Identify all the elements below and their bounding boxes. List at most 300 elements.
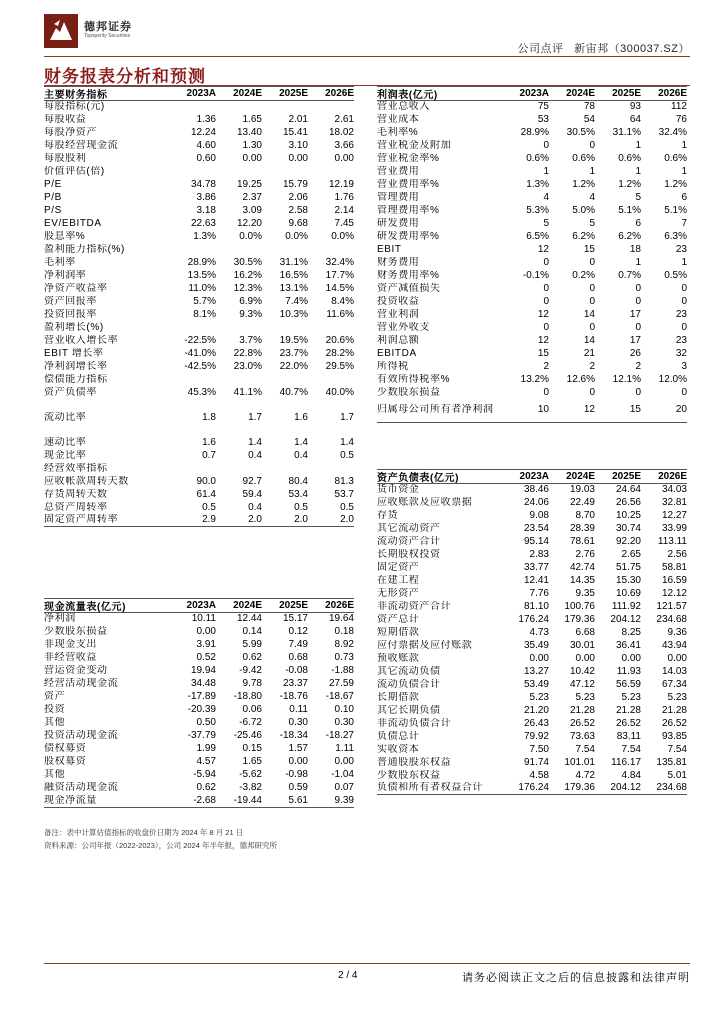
cell-value: 0 (589, 257, 595, 269)
cell-value: 0.68 (288, 652, 308, 664)
cell-value: 10.3% (279, 308, 308, 320)
row-label: 营业成本 (377, 114, 420, 126)
cell-value: 0 (589, 296, 595, 308)
table-row (44, 244, 354, 257)
cell-value: 6.5% (526, 231, 549, 243)
cell-value: 15 (583, 244, 595, 256)
row-label: 速动比率 (44, 436, 87, 448)
cell-value: 14 (583, 308, 595, 320)
page-number: 2 / 4 (338, 970, 358, 981)
cell-value: 5 (589, 218, 595, 230)
cell-value: 36.41 (615, 640, 641, 652)
cell-value: 7.54 (621, 743, 641, 755)
cell-value: 10 (537, 404, 549, 416)
cell-value: 4.72 (575, 769, 595, 781)
cell-value: 1 (681, 166, 687, 178)
row-label: 投资活动现金流 (44, 730, 119, 742)
table-row (377, 347, 687, 360)
table-row (44, 296, 354, 309)
cell-value: -41.0% (184, 347, 216, 359)
table-row (377, 153, 687, 166)
row-label: 净利润 (44, 613, 76, 625)
table-row (377, 386, 687, 399)
table-row (377, 166, 687, 179)
cell-value: 15.30 (615, 575, 641, 587)
row-label: 资产负债率 (44, 386, 97, 398)
cell-value: 5 (543, 218, 549, 230)
table-row (377, 562, 687, 575)
cell-value: 1.99 (196, 743, 216, 755)
table-row (44, 691, 354, 704)
row-label: P/E (44, 179, 62, 191)
table-row (44, 795, 354, 808)
cell-value: 1.7 (340, 411, 354, 423)
cell-value: 1.7 (248, 411, 262, 423)
cell-value: 10.42 (569, 666, 595, 678)
section-title: 财务报表分析和预测 (44, 67, 206, 87)
cell-value: 1.4 (340, 436, 354, 448)
cell-value: -0.98 (285, 769, 308, 781)
cell-value: 9.78 (242, 678, 262, 690)
row-label: 投资回报率 (44, 308, 97, 320)
cell-value: 0.7% (618, 270, 641, 282)
cell-value: 0 (589, 321, 595, 333)
footer-disclaimer: 请务必阅读正文之后的信息披露和法律声明 (462, 972, 690, 984)
brand-name-en: Topsperity Securities (84, 33, 131, 39)
column-header: 2024E (233, 600, 262, 611)
cell-value: 15.17 (282, 613, 308, 625)
cell-value: 0 (543, 321, 549, 333)
cell-value: 4.60 (196, 140, 216, 152)
table-row (377, 769, 687, 782)
cell-value: 64 (629, 114, 641, 126)
cell-value: 7 (681, 218, 687, 230)
cell-value: 0.00 (529, 653, 549, 665)
cell-value: 3 (681, 360, 687, 372)
cell-value: 0.00 (334, 756, 354, 768)
table-title: 主要财务指标 (44, 90, 108, 101)
cell-value: 13.27 (523, 666, 549, 678)
cell-value: 4.73 (529, 627, 549, 639)
row-label: 资产 (44, 691, 66, 703)
cell-value: 1.76 (334, 192, 354, 204)
table-header (44, 598, 354, 613)
row-label: 负债和所有者权益合计 (377, 782, 483, 794)
column-header: 2026E (658, 88, 687, 99)
cell-value: 0.4 (294, 449, 308, 461)
cell-value: 12 (537, 308, 549, 320)
cell-value: 0 (635, 296, 641, 308)
row-label: 净资产收益率 (44, 283, 108, 295)
cell-value: 30.01 (569, 640, 595, 652)
cell-value: 6 (681, 192, 687, 204)
cell-value: 0.5 (294, 501, 308, 513)
cell-value: -1.88 (331, 665, 354, 677)
cell-value: 0.73 (334, 652, 354, 664)
table-row (44, 782, 354, 795)
cell-value: 0.5 (340, 501, 354, 513)
cell-value: 234.68 (656, 782, 687, 794)
table-row (44, 756, 354, 769)
column-header: 2026E (325, 600, 354, 611)
cell-value: 53.7 (334, 488, 354, 500)
row-label: 管理费用率% (377, 205, 440, 217)
cell-value: 0.10 (334, 704, 354, 716)
cell-value: 12 (537, 334, 549, 346)
table-row (377, 653, 687, 666)
cell-value: 1.6 (294, 411, 308, 423)
cell-value: 2.65 (621, 549, 641, 561)
company-name: 新宙邦（300037.SZ） (574, 43, 690, 55)
table-row (44, 218, 354, 231)
cell-value: 135.81 (656, 756, 687, 768)
column-header: 2026E (658, 471, 687, 482)
cell-value: 32.4% (325, 257, 354, 269)
cell-value: 0.6% (618, 153, 641, 165)
cell-value: 13.5% (187, 270, 216, 282)
row-label: 营运资金变动 (44, 665, 108, 677)
table-row (44, 626, 354, 639)
row-label: 营业费用率% (377, 179, 440, 191)
table-row (44, 270, 354, 283)
table-row (44, 347, 354, 360)
cell-value: 5.23 (529, 691, 549, 703)
table-row (44, 114, 354, 127)
table-row (377, 296, 687, 309)
row-label: 应付票据及应付账款 (377, 640, 473, 652)
table-row (44, 166, 354, 179)
cell-value: 116.17 (611, 756, 641, 768)
cell-value: 8.92 (334, 639, 354, 651)
cell-value: 5.0% (572, 205, 595, 217)
cell-value: 21.28 (661, 704, 687, 716)
row-label: 在建工程 (377, 575, 420, 587)
row-label: 其他 (44, 769, 66, 781)
cell-value: 23 (675, 308, 687, 320)
row-label: 股权募资 (44, 756, 87, 768)
table-row (44, 665, 354, 678)
table-row (377, 218, 687, 231)
table-row (44, 475, 354, 488)
cell-value: 58.81 (661, 562, 687, 574)
cell-value: 9.08 (529, 510, 549, 522)
table-row (44, 743, 354, 756)
cell-value: 42.74 (569, 562, 595, 574)
table-row (44, 488, 354, 501)
table-row (44, 717, 354, 730)
row-label: EBIT (377, 244, 402, 256)
row-label: 毛利率% (377, 127, 419, 139)
row-label: 有效所得税率% (377, 373, 451, 385)
cell-value: -3.82 (239, 782, 262, 794)
cell-value: 1.57 (288, 743, 308, 755)
cell-value: 2.56 (667, 549, 687, 561)
table-title: 资产负债表(亿元) (377, 473, 460, 484)
row-label: 归属母公司所有者净利润 (377, 404, 494, 416)
cell-value: -22.5% (184, 334, 216, 346)
cell-value: -0.1% (522, 270, 549, 282)
row-label: 少数股东损益 (377, 386, 441, 398)
cell-value: 12.19 (328, 179, 354, 191)
cell-value: 7.4% (285, 296, 308, 308)
cell-value: 56.59 (615, 679, 641, 691)
cell-value: 0.11 (289, 704, 308, 716)
table-header (377, 86, 687, 101)
cell-value: 38.46 (523, 484, 549, 496)
cell-value: 0.50 (196, 717, 216, 729)
cell-value: 32.4% (658, 127, 687, 139)
cell-value: 9.36 (667, 627, 687, 639)
row-spacer (44, 424, 354, 436)
cell-value: 7.45 (334, 218, 354, 230)
table-row (377, 717, 687, 730)
cell-value: 6.2% (618, 231, 641, 243)
cell-value: 9.39 (334, 794, 354, 806)
column-header: 2024E (233, 88, 262, 99)
cell-value: 15 (629, 404, 641, 416)
row-label: 经营活动现金流 (44, 678, 119, 690)
cell-value: 2.0 (294, 514, 308, 526)
cell-value: 12.20 (236, 218, 262, 230)
cell-value: 0 (635, 283, 641, 295)
row-label: 无形资产 (377, 588, 420, 600)
cell-value: 34.48 (190, 678, 216, 690)
row-label: 流动负债合计 (377, 679, 441, 691)
cell-value: 0.06 (242, 704, 262, 716)
cell-value: 1 (635, 257, 641, 269)
cell-value: 31.1% (612, 127, 641, 139)
cell-value: 16.59 (661, 575, 687, 587)
note-close-date: 备注：表中计算估值指标的收盘价日期为 2024 年 8 月 21 日 (44, 828, 244, 837)
cell-value: 111.92 (611, 601, 641, 613)
row-label: 研发费用率% (377, 231, 440, 243)
cell-value: 2 (589, 360, 595, 372)
cell-value: 12.24 (190, 127, 216, 139)
cell-value: 0.62 (242, 652, 262, 664)
cell-value: 7.54 (575, 743, 595, 755)
cell-value: 0.15 (242, 743, 262, 755)
row-label: 其它流动资产 (377, 523, 441, 535)
cell-value: 1.2% (664, 179, 687, 191)
cell-value: 1.30 (242, 140, 262, 152)
cell-value: 90.0 (196, 475, 216, 487)
cell-value: 1 (635, 166, 641, 178)
table-row (44, 257, 354, 270)
table-row (44, 436, 354, 449)
table-row (44, 386, 354, 399)
cell-value: 23.7% (279, 347, 308, 359)
row-label: 货币资金 (377, 484, 420, 496)
row-label: EV/EBITDA (44, 218, 102, 230)
cell-value: 0.30 (288, 717, 308, 729)
cell-value: 9.3% (239, 308, 262, 320)
cell-value: 1.2% (618, 179, 641, 191)
cell-value: 3.18 (196, 205, 216, 217)
cell-value: -18.76 (279, 691, 308, 703)
table-row (377, 484, 687, 497)
cell-value: 0.12 (288, 626, 308, 638)
row-label: 非流动负债合计 (377, 717, 452, 729)
cell-value: 15.79 (282, 179, 308, 191)
cell-value: 0 (543, 283, 549, 295)
cell-value: 34.03 (661, 484, 687, 496)
cell-value: 28.39 (569, 523, 595, 535)
column-header: 2025E (279, 88, 308, 99)
dbsec-logo-icon (44, 14, 78, 48)
cell-value: 23 (675, 334, 687, 346)
table-title: 利润表(亿元) (377, 90, 438, 101)
cell-value: 92.7 (242, 475, 262, 487)
cell-value: 16.2% (233, 270, 262, 282)
cell-value: 13.1% (279, 283, 308, 295)
row-label: 盈利能力指标(%) (44, 244, 125, 256)
cell-value: 0.30 (334, 717, 354, 729)
cell-value: 93 (629, 101, 641, 113)
cell-value: 12.27 (661, 510, 687, 522)
row-label: 少数股东权益 (377, 769, 441, 781)
cell-value: 19.5% (279, 334, 308, 346)
cell-value: 0.00 (242, 153, 262, 165)
table-notes (44, 826, 277, 852)
cell-value: 1.65 (242, 756, 262, 768)
row-label: 现金净流量 (44, 794, 97, 806)
cell-value: 12.0% (658, 373, 687, 385)
cell-value: -9.42 (239, 665, 262, 677)
cell-value: 0.2% (572, 270, 595, 282)
cell-value: 121.57 (656, 601, 687, 613)
cell-value: 5.1% (618, 205, 641, 217)
cell-value: 3.7% (239, 334, 262, 346)
cell-value: 0 (589, 386, 595, 398)
cell-value: 5 (635, 192, 641, 204)
cell-value: 33.77 (523, 562, 549, 574)
cell-value: 5.23 (621, 691, 641, 703)
cell-value: 13.40 (236, 127, 262, 139)
cell-value: 31.1% (279, 257, 308, 269)
row-label: 财务费用 (377, 257, 420, 269)
row-label: 非经营收益 (44, 652, 97, 664)
header-divider (44, 56, 690, 57)
cell-value: 2.01 (288, 114, 308, 126)
cell-value: -18.67 (325, 691, 354, 703)
cell-value: 0 (681, 296, 687, 308)
table-header (377, 469, 687, 484)
cell-value: 73.63 (569, 730, 595, 742)
table-row (44, 309, 354, 322)
cell-value: 92.20 (615, 536, 641, 548)
cell-value: 2.76 (575, 549, 595, 561)
cell-value: 15 (537, 347, 549, 359)
table-row (377, 334, 687, 347)
cell-value: 2 (635, 360, 641, 372)
table-row (44, 501, 354, 514)
cell-value: 26.52 (661, 717, 687, 729)
cash-flow-table (44, 598, 354, 808)
column-header: 2023A (519, 471, 549, 482)
cell-value: 32 (675, 347, 687, 359)
cell-value: -6.72 (239, 717, 262, 729)
row-label: 融资活动现金流 (44, 782, 119, 794)
cell-value: 1.36 (196, 114, 216, 126)
cell-value: 16.5% (279, 270, 308, 282)
table-row (377, 730, 687, 743)
row-label: 净利润率 (44, 270, 87, 282)
cell-value: 83.11 (616, 730, 641, 742)
cell-value: 0 (635, 386, 641, 398)
cell-value: 8.25 (621, 627, 641, 639)
table-row (44, 652, 354, 665)
row-label: 盈利增长(%) (44, 321, 104, 333)
cell-value: 1.2% (572, 179, 595, 191)
table-row (377, 666, 687, 679)
table-row (44, 179, 354, 192)
table-row (44, 334, 354, 347)
cell-value: -0.08 (285, 665, 308, 677)
cell-value: 0.6% (664, 153, 687, 165)
cell-value: 1.4 (294, 436, 308, 448)
cell-value: 12.1% (612, 373, 641, 385)
cell-value: 28.9% (187, 257, 216, 269)
cell-value: 0.00 (667, 653, 687, 665)
cell-value: 75 (537, 101, 549, 113)
cell-value: 8.1% (193, 308, 216, 320)
cell-value: 0.62 (196, 782, 216, 794)
row-label: 普通股股东权益 (377, 756, 452, 768)
cell-value: 4 (589, 192, 595, 204)
table-row (44, 321, 354, 334)
table-row (377, 614, 687, 627)
cell-value: -18.27 (325, 730, 354, 742)
cell-value: 6.68 (575, 627, 595, 639)
row-label: 每股收益 (44, 114, 87, 126)
row-label: EBITDA (377, 347, 417, 359)
cell-value: 2.0 (340, 514, 354, 526)
cell-value: -1.04 (331, 769, 354, 781)
cell-value: 21.28 (569, 704, 595, 716)
cell-value: 19.03 (569, 484, 595, 496)
cell-value: 24.64 (615, 484, 641, 496)
row-label: 营业总收入 (377, 101, 430, 113)
footer-divider (44, 963, 690, 964)
cell-value: 40.7% (279, 386, 308, 398)
cell-value: 204.12 (610, 782, 641, 794)
column-header: 2024E (566, 471, 595, 482)
cell-value: 80.4 (288, 475, 308, 487)
cell-value: 2.0 (248, 514, 262, 526)
row-label: 非流动资产合计 (377, 601, 452, 613)
cell-value: 5.7% (193, 296, 216, 308)
cell-value: 15.41 (282, 127, 308, 139)
row-label: 投资收益 (377, 296, 420, 308)
table-title: 现金流量表(亿元) (44, 602, 127, 613)
row-label: P/S (44, 205, 62, 217)
cell-value: -37.79 (187, 730, 216, 742)
row-label: 资产总计 (377, 614, 420, 626)
table-row (377, 692, 687, 705)
cell-value: 17 (629, 334, 641, 346)
column-header: 2023A (186, 88, 216, 99)
table-row (377, 140, 687, 153)
cell-value: 0 (681, 321, 687, 333)
cell-value: 101.01 (564, 756, 595, 768)
cell-value: 0.5 (340, 449, 354, 461)
cell-value: 19.25 (236, 179, 262, 191)
cell-value: 76 (675, 114, 687, 126)
cell-value: 5.23 (575, 691, 595, 703)
table-header (44, 86, 354, 101)
cell-value: 53.49 (523, 679, 549, 691)
row-label: 营业外收支 (377, 321, 430, 333)
